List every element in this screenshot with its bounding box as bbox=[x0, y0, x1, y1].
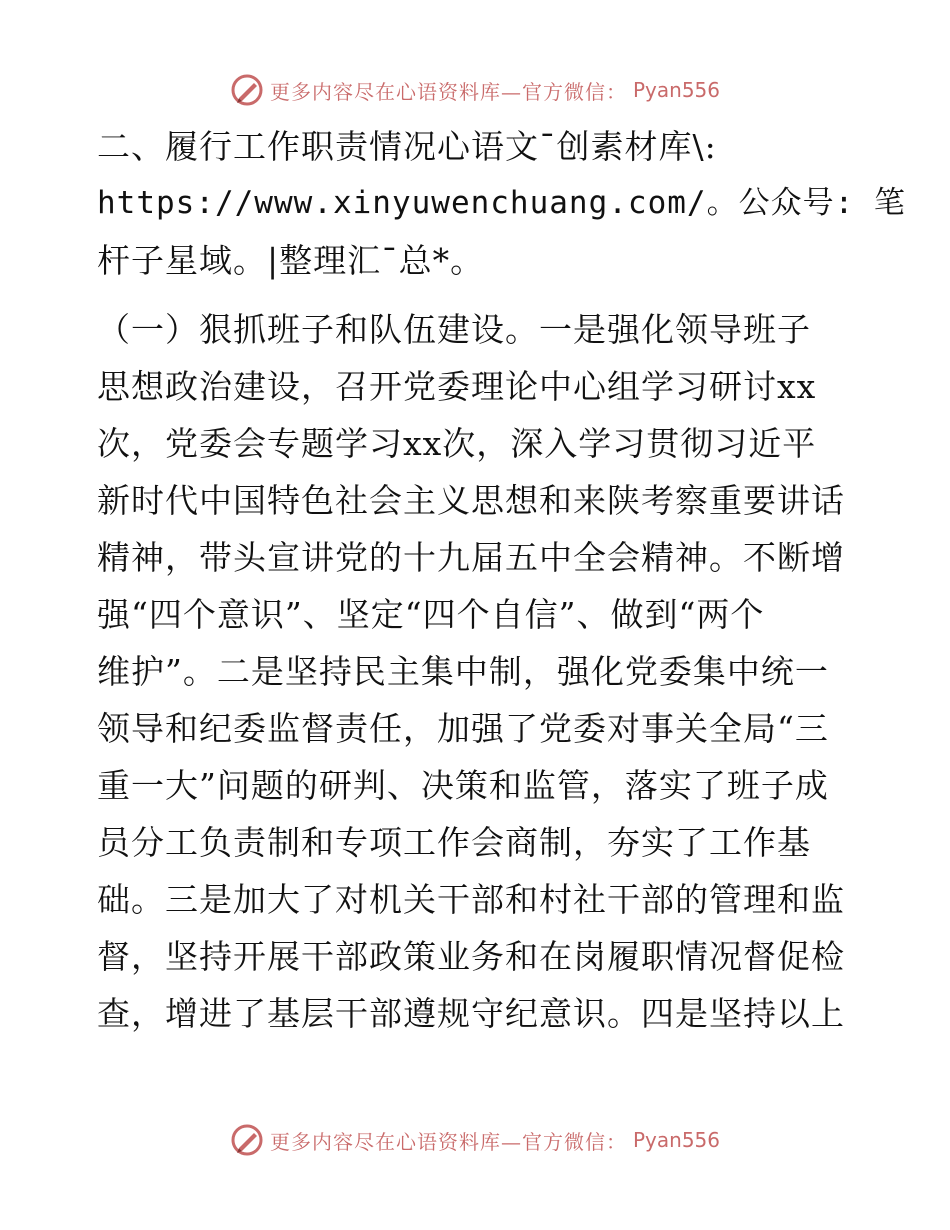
body-line: 思想政治建设，召开党委理论中心组学习研讨xx bbox=[97, 367, 817, 406]
body-line: 新时代中国特色社会主义思想和来陕考察重要讲话 bbox=[97, 481, 845, 520]
header-wechat-id: Pyan556 bbox=[632, 78, 720, 102]
header-banner-text: 更多内容尽在心语资料库—官方微信： bbox=[269, 79, 627, 104]
body-line: 查，增进了基层干部遵规守纪意识。四是坚持以上 bbox=[97, 994, 845, 1033]
heading-line-url: https://www.xinyuwenchuang.com/。公众号: 笔 bbox=[97, 185, 906, 221]
body-line: 重一大”问题的研判、决策和监管，落实了班子成 bbox=[97, 766, 829, 805]
body-line: （一）狠抓班子和队伍建设。一是强化领导班子 bbox=[97, 310, 811, 349]
heading-line: 杆子星域。|整理汇¯总*。 bbox=[97, 241, 485, 280]
body-line: 础。三是加大了对机关干部和村社干部的管理和监 bbox=[97, 880, 845, 919]
footer-banner-text: 更多内容尽在心语资料库—官方微信： bbox=[269, 1129, 627, 1154]
heading-line: 二、履行工作职责情况心语文¯创素材库\: bbox=[97, 127, 717, 166]
header-watermark-banner bbox=[0, 70, 950, 110]
document-body bbox=[97, 118, 906, 1042]
body-line: 精神，带头宣讲党的十九届五中全会精神。不断增 bbox=[97, 538, 845, 577]
body-line: 员分工负责制和专项工作会商制，夯实了工作基 bbox=[97, 823, 811, 862]
body-line: 维护”。二是坚持民主集中制，强化党委集中统一 bbox=[97, 652, 829, 691]
body-line: 督，坚持开展干部政策业务和在岗履职情况督促检 bbox=[97, 937, 845, 976]
body-line: 次，党委会专题学习xx次，深入学习贯彻习近平 bbox=[97, 424, 817, 463]
pen-logo-icon bbox=[230, 73, 264, 107]
footer-watermark-banner bbox=[0, 1120, 950, 1160]
pen-logo-icon bbox=[230, 1123, 264, 1157]
body-line: 领导和纪委监督责任，加强了党委对事关全局“三 bbox=[97, 709, 829, 748]
body-line: 强“四个意识”、坚定“四个自信”、做到“两个 bbox=[97, 595, 765, 634]
footer-wechat-id: Pyan556 bbox=[632, 1128, 720, 1152]
